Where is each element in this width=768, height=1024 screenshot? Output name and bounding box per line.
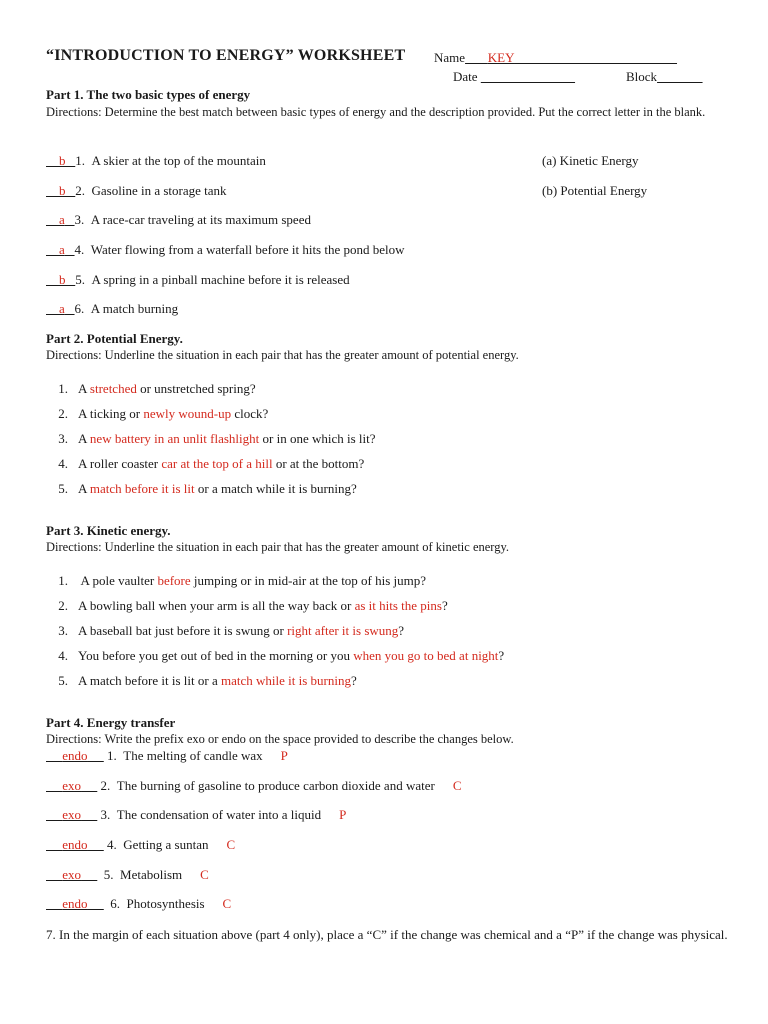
answer-highlight: stretched: [89, 381, 137, 396]
answer-blank: [46, 212, 75, 227]
part4-title: Part 4. Energy transfer: [46, 715, 176, 730]
answer-highlight: as it hits the pins: [354, 598, 442, 613]
name-blank: [465, 50, 677, 65]
part2-directions: Directions: Underline the situation in each pair that has the greater amount of potential energy.: [46, 348, 519, 362]
name-field: [434, 50, 677, 66]
item-text-post: or at the bottom?: [272, 456, 365, 471]
answer-value: exo: [62, 807, 82, 822]
name-label: Name: [434, 50, 466, 65]
answer-blank: [46, 153, 75, 168]
question-7: 7. In the margin of each situation above (part 4 only), place a “C” if the change was chemical and a “P” if the change was physical.: [46, 927, 728, 942]
item-text-pre: A roller coaster: [78, 456, 162, 471]
answer-highlight: when you go to bed at night: [353, 648, 499, 663]
block-field: [626, 69, 703, 85]
item-text-pre: A bowling ball when your arm is all the way back or: [78, 598, 355, 613]
item-number: 1.: [75, 153, 85, 168]
answer-value: b: [59, 183, 66, 198]
change-type-mark: C: [226, 837, 236, 852]
item-text-post: or in one which is lit?: [259, 431, 376, 446]
item-number: 2.: [58, 598, 68, 613]
item-number: 5.: [75, 272, 85, 287]
item-text: A skier at the top of the mountain: [91, 153, 266, 168]
part3-title: Part 3. Kinetic energy.: [46, 523, 171, 538]
answer-blank: [46, 272, 75, 287]
item-text-post: or unstretched spring?: [136, 381, 256, 396]
item-text: Water flowing from a waterfall before it hits the pond below: [90, 242, 405, 257]
item-text: The condensation of water into a liquid: [116, 807, 322, 822]
part1-item-5: [46, 272, 350, 288]
answer-blank: [46, 867, 97, 882]
item-text-post: ?: [398, 623, 405, 638]
answer-value: a: [59, 212, 65, 227]
answer-highlight: car at the top of a hill: [161, 456, 273, 471]
change-type-mark: P: [339, 807, 347, 822]
answer-blank: [46, 807, 97, 822]
answer-blank: [46, 301, 75, 316]
part2-item-1: [46, 381, 256, 397]
answer-value: endo: [62, 837, 88, 852]
item-number: 4.: [107, 837, 117, 852]
part3-item-4: [46, 648, 504, 664]
change-type-mark: C: [452, 778, 462, 793]
item-text-post: ?: [498, 648, 505, 663]
part4-item-2: [46, 778, 462, 794]
date-field: [453, 69, 575, 85]
part4-item-3: [46, 807, 346, 823]
item-text-pre: A ticking or: [78, 406, 144, 421]
item-number: 5.: [58, 481, 68, 496]
answer-value: b: [59, 272, 66, 287]
part4-item-5: [46, 867, 209, 883]
answer-value: a: [59, 301, 65, 316]
answer-value: b: [59, 153, 66, 168]
item-number: 3.: [74, 212, 85, 227]
item-text-post: ?: [350, 673, 357, 688]
answer-highlight: newly wound-up: [143, 406, 232, 421]
item-text-post: ?: [441, 598, 448, 613]
part2-item-5: [46, 481, 357, 497]
change-type-mark: C: [200, 867, 209, 882]
item-number: 3.: [58, 431, 68, 446]
item-text-pre: A: [78, 431, 90, 446]
part2-title: Part 2. Potential Energy.: [46, 331, 183, 346]
answer-value: endo: [62, 896, 88, 911]
part1-item-3: [46, 212, 311, 228]
block-label: Block: [626, 69, 658, 84]
item-number: 2.: [75, 183, 85, 198]
answer-blank: [46, 778, 97, 793]
item-number: 2.: [58, 406, 68, 421]
item-number: 3.: [100, 807, 111, 822]
answer-highlight: before: [157, 573, 191, 588]
item-number: 4.: [74, 242, 85, 257]
date-label: Date: [453, 69, 478, 84]
item-number: 1.: [58, 573, 68, 588]
item-text-pre: A pole vaulter: [78, 573, 158, 588]
part2-item-2: [46, 406, 268, 422]
part4-item-6: [46, 896, 231, 912]
part3-item-3: [46, 623, 404, 639]
item-number: 4.: [58, 648, 68, 663]
answer-value: endo: [62, 748, 88, 763]
answer-highlight: right after it is swung: [287, 623, 399, 638]
part2-item-4: [46, 456, 364, 472]
item-text-pre: You before you get out of bed in the morning or you: [78, 648, 354, 663]
part2-item-3: [46, 431, 376, 447]
answer-blank: [46, 748, 104, 763]
part1-item-2: [46, 183, 227, 199]
item-number: 6.: [110, 896, 121, 911]
item-number: 5.: [58, 673, 68, 688]
item-text: A match burning: [90, 301, 179, 316]
answer-highlight: match while it is burning: [220, 673, 351, 688]
part1-title: Part 1. The two basic types of energy: [46, 87, 251, 102]
answer-blank: [46, 183, 75, 198]
item-number: 4.: [58, 456, 68, 471]
change-type-mark: C: [222, 896, 232, 911]
item-number: 1.: [107, 748, 117, 763]
part3-item-5: [46, 673, 357, 689]
part3-item-2: [46, 598, 448, 614]
item-text-pre: A: [78, 481, 90, 496]
item-text: The melting of candle wax: [123, 748, 263, 763]
part1-item-4: [46, 242, 405, 258]
item-text: Gasoline in a storage tank: [91, 183, 227, 198]
item-text-pre: A: [78, 381, 90, 396]
date-blank: [481, 69, 575, 84]
block-blank: [657, 69, 703, 84]
item-text: A spring in a pinball machine before it is released: [91, 272, 350, 287]
item-number: 2.: [100, 778, 111, 793]
option-potential: (b) Potential Energy: [542, 183, 648, 198]
item-text: A race-car traveling at its maximum speed: [90, 212, 311, 227]
part4-item-4: [46, 837, 235, 853]
part4-directions: Directions: Write the prefix exo or endo on the space provided to describe the changes below.: [46, 732, 514, 746]
item-number: 5.: [103, 867, 114, 882]
change-type-mark: P: [280, 748, 288, 763]
answer-value: a: [59, 242, 65, 257]
part3-item-1: [46, 573, 426, 589]
answer-highlight: new battery in an unlit flashlight: [89, 431, 260, 446]
answer-highlight: match before it is lit: [89, 481, 195, 496]
answer-blank: [46, 837, 104, 852]
item-text-post: jumping or in mid-air at the top of his jump?: [190, 573, 427, 588]
item-text: The burning of gasoline to produce carbon dioxide and water: [116, 778, 435, 793]
part3-directions: Directions: Underline the situation in each pair that has the greater amount of kinetic energy.: [46, 540, 510, 554]
item-text-pre: A match before it is lit or a: [78, 673, 221, 688]
part1-item-6: [46, 301, 178, 317]
option-kinetic: (a) Kinetic Energy: [542, 153, 639, 168]
part1-item-1: [46, 153, 266, 169]
item-text-pre: A baseball bat just before it is swung or: [78, 623, 288, 638]
answer-blank: [46, 896, 104, 911]
item-text: Getting a suntan: [123, 837, 209, 852]
part4-item-1: [46, 748, 288, 764]
item-text-post: or a match while it is burning?: [194, 481, 357, 496]
item-text: Photosynthesis: [126, 896, 205, 911]
item-text: Metabolism: [120, 867, 183, 882]
item-number: 3.: [58, 623, 68, 638]
part1-directions: Directions: Determine the best match between basic types of energy and the description provided. Put the correct letter in the blank.: [46, 105, 706, 119]
answer-blank: [46, 242, 75, 257]
item-text-post: clock?: [231, 406, 269, 421]
name-value: KEY: [487, 50, 515, 65]
worksheet-title: “INTRODUCTION TO ENERGY” WORKSHEET: [46, 47, 406, 64]
item-number: 1.: [58, 381, 68, 396]
answer-value: exo: [62, 778, 82, 793]
item-number: 6.: [74, 301, 85, 316]
answer-value: exo: [62, 867, 82, 882]
